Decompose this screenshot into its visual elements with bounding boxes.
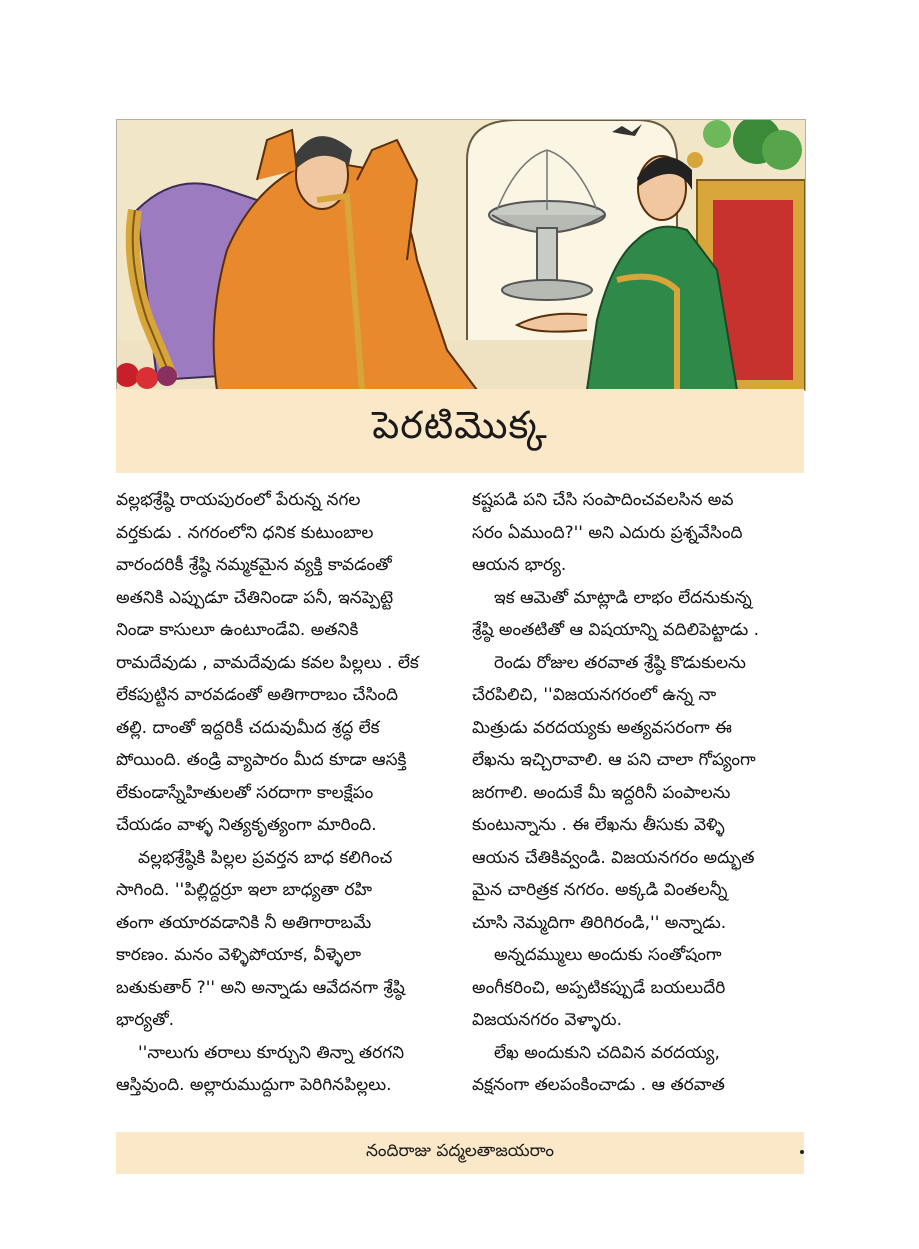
text-line: వర్తకుడు . నగరంలోని ధనిక కుటుంబాల <box>116 522 374 543</box>
text-line: తంగా తయారవడానికి నీ అతిగారాబమే <box>116 912 372 933</box>
text-column-left <box>116 484 466 1102</box>
text-line: ఆయన చేతికివ్వండి. విజయనగరం అద్భుత <box>472 847 755 868</box>
text-line: కుంటున్నాను . ఈ లేఖను తీసుకు వెళ్ళి <box>472 815 725 835</box>
text-line: వక్షనంగా తలపంకించాడు . ఆ తరవాత <box>472 1075 725 1095</box>
text-line: చూసి నెమ్మదిగా తిరిగిరండి,'' అన్నాడు. <box>472 912 727 933</box>
text-column-right <box>472 484 806 1102</box>
text-line: పోయింది. తండ్రి వ్యాపారం మీద కూడా ఆసక్తి <box>116 750 407 770</box>
page-dot <box>800 1150 804 1154</box>
title-band <box>116 389 804 473</box>
story-title: పెరటిమొక్క <box>372 403 548 447</box>
text-line: విజయనగరం వెళ్ళారు. <box>472 1010 622 1030</box>
text-line: అన్నదమ్ములు అందుకు సంతోషంగా <box>494 945 722 965</box>
text-line: బతుకుతార్ ?'' అని అన్నాడు ఆవేదనగా శ్రేష్ఠి <box>116 977 405 998</box>
text-line: లేఖను ఇచ్చిరావాలి. ఆ పని చాలా గోప్యంగా <box>472 750 756 770</box>
text-line: లేకపుట్టిన వారవడంతో అతిగారాబం చేసింది <box>116 685 399 705</box>
text-line: లేఖ అందుకుని చదివిన వరదయ్య, <box>494 1042 720 1063</box>
text-line: మైన చారిత్రక నగరం. అక్కడి వింతలన్నీ <box>472 880 728 900</box>
text-line: వల్లభశ్రేష్ఠి రాయపురంలో పేరున్న నగల <box>116 490 361 510</box>
author-name: నందిరాజు పద్మలతాజయరాం <box>365 1141 555 1161</box>
text-line: జరగాలి. అందుకే మీ ఇద్దరినీ పంపాలను <box>472 782 731 803</box>
text-line: వల్లభశ్రేష్ఠికి పిల్లల ప్రవర్తన బాధ కలిగించ <box>138 847 393 868</box>
text-line: ఇక ఆమెతో మాట్లాడి లాభం లేదనుకున్న <box>494 587 752 608</box>
text-line: శ్రేష్ఠి అంతటితో ఆ విషయాన్ని వదిలిపెట్టాడు . <box>472 620 760 640</box>
text-line: చేరపిలిచి, ''విజయనగరంలో ఉన్న నా <box>472 685 717 705</box>
illustration-merchant-and-wife-icon <box>117 120 805 390</box>
text-line: చేయడం వాళ్ళ నిత్యకృత్యంగా మారింది. <box>116 815 377 835</box>
text-line: తల్లి. దాంతో ఇద్దరికీ చదువుమీద శ్రద్ధ లేక <box>116 717 380 738</box>
author-band <box>116 1132 804 1174</box>
text-line: రెండు రోజుల తరవాత శ్రేష్ఠి కొడుకులను <box>494 652 746 673</box>
text-line: ఆస్తివుంది. అల్లారుముద్దుగా పెరిగినపిల్లలు. <box>116 1075 392 1095</box>
text-line: సరం ఏముంది?'' అని ఎదురు ప్రశ్నవేసింది <box>472 522 743 543</box>
text-line: మిత్రుడు వరదయ్యకు అత్యవసరంగా ఈ <box>472 717 732 738</box>
text-line: అతనికి ఎప్పుడూ చేతినిండా పనీ, ఇనప్పెట్టె <box>116 587 394 608</box>
text-line: ఆయన భార్య. <box>472 555 567 575</box>
text-line: నిండా కాసులూ ఉంటూండేవి. అతనికి <box>116 620 359 640</box>
text-line: ''నాలుగు తరాలు కూర్చుని తిన్నా తరగని <box>138 1042 405 1063</box>
text-line: కష్టపడి పని చేసి సంపాదించవలసిన అవ <box>472 490 734 510</box>
story-illustration <box>116 119 806 391</box>
text-line: అంగీకరించి, అప్పటికప్పుడే బయలుదేరి <box>472 977 726 998</box>
text-line: భార్యతో. <box>116 1010 175 1030</box>
text-line: రామదేవుడు , వామదేవుడు కవల పిల్లలు . లేక <box>116 652 419 673</box>
text-line: లేకుండాస్నేహితులతో సరదాగా కాలక్షేపం <box>116 782 374 803</box>
text-line: సాగింది. ''పిల్లిద్దర్రూ ఇలా బాధ్యతా రహి <box>116 880 373 900</box>
text-line: కారణం. మనం వెళ్ళిపోయాక, వీళ్ళెలా <box>116 945 362 965</box>
text-line: వారందరికీ శ్రేష్ఠి నమ్మకమైన వ్యక్తి కావడంతో <box>116 555 392 575</box>
